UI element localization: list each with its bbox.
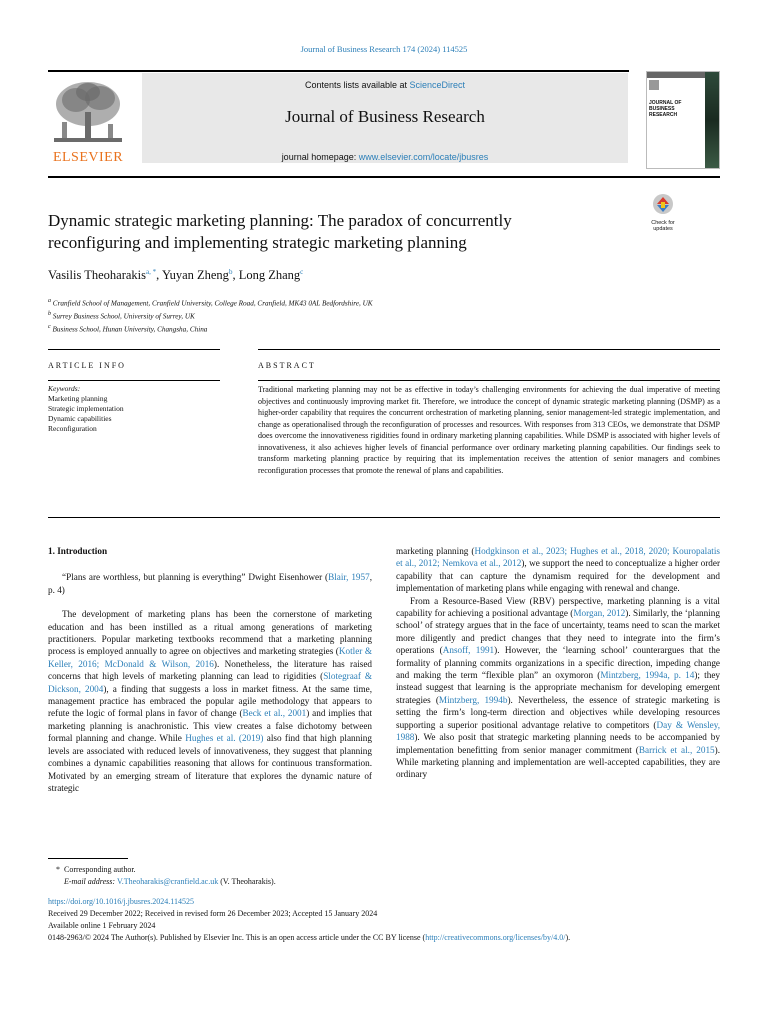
body-column-left bbox=[48, 545, 372, 794]
epigraph-text: “Plans are worthless, but planning is everything” Dwight Eisenhower ( bbox=[62, 572, 329, 583]
elsevier-wordmark[interactable]: ELSEVIER bbox=[52, 150, 124, 165]
paragraph-text: ). Nonetheless, the literature has raised concerns that high levels of marketing planning can lead to rigidities ( bbox=[48, 658, 372, 682]
affiliation bbox=[48, 296, 373, 309]
author-list bbox=[48, 268, 303, 283]
author-affil-sup[interactable]: b bbox=[228, 268, 233, 276]
body-rule bbox=[48, 517, 720, 518]
check-for-updates-badge[interactable] bbox=[646, 193, 680, 232]
keyword: Marketing planning bbox=[48, 394, 108, 403]
corresponding-note bbox=[48, 864, 728, 876]
cover-line: BUSINESS bbox=[649, 106, 675, 112]
affiliations bbox=[48, 296, 373, 335]
affil-sup: c bbox=[48, 323, 51, 330]
author-name[interactable]: Long Zhang bbox=[238, 268, 301, 283]
paragraph-text: ), a finding that suggests a loss in market fitness. At the same time, management practice has embraced the popular agile methodology that appears to refute the logic of formal plans in favor of change ( bbox=[48, 683, 372, 719]
available-date: Available online 1 February 2024 bbox=[48, 921, 156, 930]
paragraph-text: marketing planning ( bbox=[396, 546, 475, 556]
crossmark-icon bbox=[646, 193, 680, 215]
license-prefix: 0148-2963/© 2024 The Author(s). Published by Elsevier Inc. This is an open access article under the CC BY license ( bbox=[48, 933, 426, 942]
homepage-link[interactable]: www.elsevier.com/locate/jbusres bbox=[358, 152, 489, 162]
paragraph bbox=[396, 545, 720, 595]
keyword: Reconfiguration bbox=[48, 424, 97, 433]
paragraph-text: ). We also posit that strategic marketing planning needs to be accompanied by implementation benefitting from senior manager commitment ( bbox=[396, 732, 720, 755]
paragraph-text: ). Nevertheless, the essence of strategic marketing is setting the firm’s long-term direction and objectives while developing resources supporting a superior positional advantage relative to competitors ( bbox=[396, 694, 720, 730]
epigraph-end: , p. 4) bbox=[48, 572, 372, 595]
citation-link[interactable]: Day & Wensley, 1988 bbox=[396, 719, 720, 743]
contents-line bbox=[142, 80, 628, 90]
section-heading: 1. Introduction bbox=[48, 546, 108, 556]
keywords-block bbox=[48, 384, 124, 434]
crossmark-line1: Check for bbox=[651, 220, 675, 226]
paragraph-text: ). However, the ‘learning school’ counterargues that the formality of planning commits organizations in a specific direction, impeding change and making the term “flexible plan” an oxymoron ( bbox=[396, 645, 720, 681]
citation-link[interactable]: Barrick et al., 2015 bbox=[638, 744, 715, 755]
corresponding-text: Corresponding author. bbox=[64, 865, 136, 874]
homepage-prefix: journal homepage: bbox=[281, 152, 359, 162]
license-suffix: ). bbox=[565, 933, 571, 942]
affil-text: Surrey Business School, University of Surrey, UK bbox=[52, 312, 195, 321]
affil-sup: a bbox=[48, 298, 51, 304]
affil-text: Business School, Hunan University, Changsha, China bbox=[52, 325, 208, 334]
email-label: E-mail address: bbox=[64, 877, 118, 886]
header-rule bbox=[48, 176, 720, 178]
paragraph-text: ). While marketing planning and implementation are well-accepted capabilities, they are ordinary bbox=[396, 744, 720, 780]
citation-link[interactable]: Beck et al., 2001 bbox=[242, 708, 307, 719]
paragraph-text: ). Similarly, the ‘planning school’ of strategy argues that in the face of uncertainty, teams need to scan the market more diligently and predict changes that they need to integrate into the firm’s operations ( bbox=[396, 608, 720, 656]
paragraph-text: ); they instead suggest that learning is the appropriate mechanism for developing emergent strategies ( bbox=[396, 670, 721, 705]
header-rule bbox=[48, 70, 629, 72]
author-affil-sup[interactable]: c bbox=[300, 268, 304, 276]
paragraph bbox=[396, 595, 720, 781]
paragraph bbox=[48, 608, 372, 794]
author-sep: , bbox=[232, 268, 239, 283]
keyword: Strategic implementation bbox=[48, 404, 124, 413]
asterisk: * bbox=[56, 865, 64, 874]
author-sep: , bbox=[156, 268, 162, 283]
received-dates: Received 29 December 2022; Received in revised form 26 December 2023; Accepted 15 January 2024 bbox=[48, 909, 378, 918]
citation-link[interactable]: Mintzberg, 1994b bbox=[438, 694, 508, 705]
author-name[interactable]: Vasilis Theoharakis bbox=[48, 268, 147, 283]
abstract-text: Traditional marketing planning may not be as effective in today’s challenging environments for achieving the dual imperative of meeting objectives and continuously improving market fit. Therefore, we introduce the concept of dynamic strategic marketing planning (DSMP) as a higher-order capability that requires the concurrent orchestration of marketing planning, senior management-led strategic implementation, and change as operationalised through the reconfiguration of processes and resources. With responses from 313 CEOs, we demonstrate that DSMP does overcome the innovativeness rigidities found in ordinary marketing planning capabilities. While DSMP is associated with higher levels of innovativeness, it also achieves higher levels of financial performance over ordinary marketing planning capabilities. Our findings seek to transform marketing planning practice by requiring that its implementation receives the attention of senior managers and combines reconfiguration processes that promote the renewal of plans and capabilities. bbox=[258, 385, 720, 475]
section-rule bbox=[258, 380, 720, 381]
keyword: Dynamic capabilities bbox=[48, 414, 112, 423]
journal-citation[interactable]: Journal of Business Research 174 (2024) 114525 bbox=[300, 44, 468, 54]
cover-logo-mark bbox=[649, 80, 659, 90]
affil-text: Cranfield School of Management, Cranfield University, College Road, Cranfield, MK43 0AL Bedfordshire, UK bbox=[52, 299, 373, 308]
footnotes bbox=[48, 864, 728, 944]
author-name[interactable]: Yuyan Zheng bbox=[161, 268, 229, 283]
keywords-label: Keywords: bbox=[48, 384, 81, 393]
cover-line: JOURNAL OF bbox=[649, 100, 682, 106]
citation-link[interactable]: Slotegraaf & Dickson, 2004 bbox=[48, 671, 372, 694]
cover-line: RESEARCH bbox=[649, 112, 678, 118]
email-suffix: (V. Theoharakis). bbox=[218, 877, 276, 886]
article-title: Dynamic strategic marketing planning: The paradox of concurrently reconfiguring and implementing strategic marketing planning bbox=[48, 211, 512, 252]
citation-link[interactable]: Morgan, 2012 bbox=[573, 608, 626, 619]
doi-link[interactable]: https://doi.org/10.1016/j.jbusres.2024.114525 bbox=[48, 897, 195, 906]
homepage-line bbox=[142, 152, 628, 162]
email-link[interactable]: V.Theoharakis@cranfield.ac.uk bbox=[117, 877, 219, 886]
cover-title bbox=[649, 100, 681, 118]
citation-link[interactable]: Blair, 1957 bbox=[328, 572, 370, 583]
cover-side-image bbox=[705, 72, 719, 168]
affiliation bbox=[48, 309, 373, 322]
citation-link[interactable]: Kotler & Keller, 2016; McDonald & Wilson, 2016 bbox=[48, 646, 372, 669]
paragraph-text: also find that high planning levels are associated with reduced levels of innovativeness, they suggest that planning combines a dynamic capabilities reasoning that allows for continuous transformation. Motivated by an emerging stream of literature that explores the dynamic nature of strategic bbox=[48, 733, 372, 793]
paragraph-text: ), we support the need to conceptualize a higher order capability that can capture the dynamism required for the development and implementation of marketing plans while engaging with renewal and change. bbox=[396, 558, 720, 594]
citation-link[interactable]: Hughes et al. (2019) bbox=[185, 733, 264, 744]
section-rule bbox=[48, 349, 220, 350]
affiliation bbox=[48, 322, 373, 335]
citation-link[interactable]: Hodgkinson et al., 2023; Hughes et al., 2018, 2020; Kouropalatis et al., 2012; Nemkova et al., 2012 bbox=[396, 546, 720, 569]
journal-cover-thumbnail[interactable] bbox=[646, 71, 720, 169]
citation-link[interactable]: Ansoff, 1991 bbox=[442, 645, 495, 656]
article-info-heading: ARTICLE INFO bbox=[48, 361, 126, 370]
body-column-right bbox=[396, 545, 720, 781]
sciencedirect-link[interactable]: ScienceDirect bbox=[409, 80, 466, 90]
license-line bbox=[48, 932, 728, 944]
crossmark-line2: updates bbox=[653, 226, 673, 232]
journal-title: Journal of Business Research bbox=[285, 107, 485, 126]
license-link[interactable]: http://creativecommons.org/licenses/by/4.0/ bbox=[425, 933, 566, 942]
paragraph-text: ) and implies that marketing planning is anachronistic. This view creates a false dichotomy between formal planning and change. While bbox=[48, 708, 372, 744]
email-note bbox=[48, 876, 728, 888]
epigraph bbox=[48, 571, 372, 596]
section-rule bbox=[258, 349, 720, 350]
citation-link[interactable]: Mintzberg, 1994a, p. 14 bbox=[600, 670, 695, 681]
abstract-heading: ABSTRACT bbox=[258, 361, 316, 370]
paragraph-text: The development of marketing plans has been the cornerstone of marketing education and has been instilled as a ritual among generations of marketing practitioners. Popular marketing textbooks recommend that a marketing planning process is employed annually to agree on objectives and marketing strategies ( bbox=[48, 609, 372, 657]
author-affil-sup[interactable]: a, * bbox=[146, 268, 157, 276]
footnote-rule bbox=[48, 858, 128, 859]
contents-prefix: Contents lists available at bbox=[304, 80, 410, 90]
affil-sup: b bbox=[48, 310, 51, 317]
section-rule bbox=[48, 380, 220, 381]
paragraph-text: From a Resource-Based View (RBV) perspective, marketing planning is a vital capability for achieving a positional advantage ( bbox=[396, 595, 720, 619]
